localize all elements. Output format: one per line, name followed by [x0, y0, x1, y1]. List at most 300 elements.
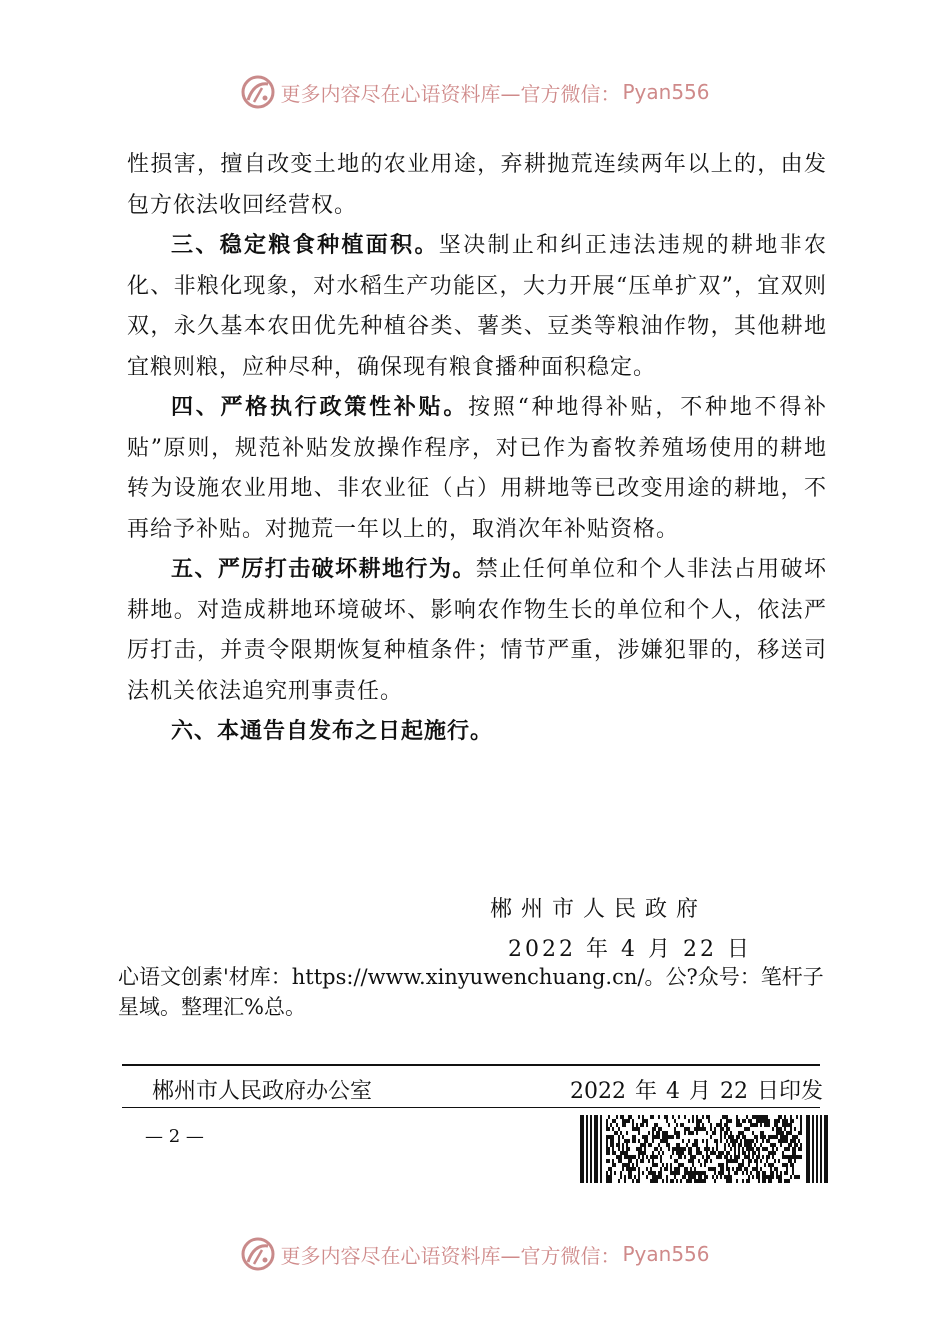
- barcode-module: [638, 1151, 640, 1155]
- barcode-module: [650, 1155, 652, 1159]
- barcode-module: [640, 1123, 642, 1127]
- barcode-module: [606, 1151, 608, 1155]
- barcode-module: [790, 1115, 792, 1119]
- barcode-module: [746, 1147, 748, 1151]
- barcode-module: [744, 1135, 746, 1139]
- barcode-module: [632, 1179, 634, 1183]
- barcode-module: [768, 1119, 770, 1123]
- barcode-module: [798, 1147, 800, 1151]
- barcode-module: [800, 1155, 802, 1159]
- barcode-module: [772, 1135, 774, 1139]
- barcode-module: [672, 1115, 674, 1119]
- barcode-module: [784, 1155, 786, 1159]
- barcode-module: [648, 1143, 650, 1147]
- barcode-module: [626, 1131, 628, 1135]
- barcode-module: [616, 1131, 618, 1135]
- barcode-module: [724, 1123, 726, 1127]
- watermark-wechat-id: Pyan556: [622, 80, 710, 104]
- barcode-module: [708, 1167, 710, 1171]
- barcode-module: [762, 1147, 764, 1151]
- barcode-module: [788, 1123, 790, 1127]
- barcode-module: [794, 1151, 796, 1155]
- barcode-module: [792, 1167, 794, 1171]
- barcode-module: [670, 1163, 672, 1167]
- barcode-module: [610, 1135, 612, 1139]
- barcode-module: [776, 1123, 778, 1127]
- barcode-module: [704, 1179, 706, 1183]
- barcode-module: [740, 1131, 742, 1135]
- barcode-module: [794, 1143, 796, 1147]
- barcode-module: [646, 1155, 648, 1159]
- barcode-module: [646, 1123, 648, 1127]
- barcode-module: [612, 1163, 614, 1167]
- barcode-module: [646, 1119, 648, 1123]
- barcode-module: [672, 1147, 674, 1151]
- barcode-module: [776, 1127, 778, 1131]
- barcode-module: [650, 1143, 652, 1147]
- source-note: 心语文创素'材库：https://www.xinyuwenchuang.cn/。公?众号：笔杆子星域。整理汇%总。: [118, 965, 824, 1019]
- barcode-module: [752, 1115, 754, 1119]
- barcode-module: [634, 1127, 636, 1131]
- barcode-module: [788, 1155, 790, 1159]
- barcode-module: [722, 1163, 724, 1167]
- barcode-module: [670, 1135, 672, 1139]
- barcode-module: [654, 1123, 656, 1127]
- barcode-module: [688, 1147, 690, 1151]
- barcode-module: [732, 1139, 734, 1143]
- barcode-module: [738, 1119, 740, 1123]
- barcode-module: [688, 1179, 690, 1183]
- barcode-module: [628, 1147, 630, 1151]
- barcode-module: [618, 1155, 620, 1159]
- barcode-module: [728, 1119, 730, 1123]
- barcode-module: [658, 1171, 660, 1175]
- barcode-module: [744, 1143, 746, 1147]
- barcode-module: [662, 1179, 664, 1183]
- barcode-module: [774, 1119, 776, 1123]
- barcode-module: [766, 1115, 768, 1119]
- barcode-module: [612, 1159, 614, 1163]
- barcode-module: [610, 1123, 612, 1127]
- barcode-module: [748, 1159, 750, 1163]
- barcode-module: [648, 1131, 650, 1135]
- barcode-module: [606, 1127, 608, 1131]
- barcode-module: [686, 1171, 688, 1175]
- barcode-module: [646, 1135, 648, 1139]
- barcode-module: [678, 1147, 680, 1151]
- barcode-module: [750, 1119, 752, 1123]
- barcode-module: [780, 1131, 782, 1135]
- barcode-module: [794, 1147, 796, 1151]
- barcode-module: [726, 1119, 728, 1123]
- barcode-module: [770, 1179, 772, 1183]
- barcode-module: [718, 1123, 720, 1127]
- barcode-module: [790, 1175, 792, 1179]
- barcode-module: [662, 1163, 664, 1167]
- barcode-module: [652, 1151, 654, 1155]
- barcode-module: [692, 1131, 694, 1135]
- barcode-module: [676, 1171, 678, 1175]
- barcode-module: [764, 1163, 766, 1167]
- watermark-text: 更多内容尽在心语资料库—官方微信：: [280, 1243, 621, 1268]
- barcode-module: [724, 1131, 726, 1135]
- barcode-module: [694, 1143, 696, 1147]
- barcode-module: [628, 1119, 630, 1123]
- barcode-module: [696, 1123, 698, 1127]
- barcode-module: [738, 1155, 740, 1159]
- barcode-module: [778, 1139, 780, 1143]
- barcode-module: [730, 1179, 732, 1183]
- barcode-module: [790, 1139, 792, 1143]
- barcode-module: [670, 1171, 672, 1175]
- barcode-module: [774, 1135, 776, 1139]
- barcode-module: [730, 1147, 732, 1151]
- barcode-module: [642, 1135, 644, 1139]
- barcode-module: [630, 1159, 632, 1163]
- barcode-module: [666, 1163, 668, 1167]
- barcode-module: [738, 1135, 740, 1139]
- barcode-module: [632, 1163, 634, 1167]
- barcode-module: [708, 1119, 710, 1123]
- barcode-module: [696, 1179, 698, 1183]
- barcode-module: [756, 1115, 758, 1119]
- section-3-heading: 三、稳定粮食种植面积。: [171, 233, 439, 258]
- barcode-module: [676, 1123, 678, 1127]
- barcode-module: [726, 1127, 728, 1131]
- barcode-module: [772, 1163, 774, 1167]
- barcode-module: [700, 1179, 702, 1183]
- barcode-module: [766, 1155, 768, 1159]
- barcode-module: [738, 1147, 740, 1151]
- barcode-module: [756, 1167, 758, 1171]
- barcode-module: [780, 1127, 782, 1131]
- barcode-module: [712, 1151, 714, 1155]
- barcode-module: [752, 1131, 754, 1135]
- barcode-module: [732, 1135, 734, 1139]
- barcode-module: [702, 1155, 704, 1159]
- barcode-module: [706, 1147, 708, 1151]
- barcode-module: [784, 1171, 786, 1175]
- barcode-module: [614, 1171, 616, 1175]
- barcode-module: [736, 1135, 738, 1139]
- barcode-module: [668, 1147, 670, 1151]
- barcode-module: [800, 1123, 802, 1127]
- barcode-module: [786, 1123, 788, 1127]
- barcode-module: [640, 1147, 642, 1151]
- barcode-module: [624, 1163, 626, 1167]
- barcode-module: [740, 1167, 742, 1171]
- barcode-module: [742, 1147, 744, 1151]
- barcode-module: [608, 1151, 610, 1155]
- barcode-module: [740, 1123, 742, 1127]
- barcode-module: [760, 1131, 762, 1135]
- barcode-module: [714, 1139, 716, 1143]
- barcode-module: [660, 1167, 662, 1171]
- barcode-module: [642, 1115, 644, 1119]
- barcode-module: [678, 1151, 680, 1155]
- barcode-module: [794, 1135, 796, 1139]
- barcode-module: [742, 1171, 744, 1175]
- barcode-module: [642, 1155, 644, 1159]
- barcode-module: [700, 1151, 702, 1155]
- barcode-module: [778, 1179, 780, 1183]
- barcode-module: [620, 1151, 622, 1155]
- barcode-module: [720, 1139, 722, 1143]
- barcode-module: [724, 1143, 726, 1147]
- barcode-module: [664, 1131, 666, 1135]
- barcode-module: [612, 1119, 614, 1123]
- barcode-module: [626, 1143, 628, 1147]
- barcode-module: [668, 1135, 670, 1139]
- barcode-module: [658, 1115, 660, 1119]
- barcode-module: [792, 1147, 794, 1151]
- barcode-module: [770, 1175, 772, 1179]
- barcode-module: [688, 1119, 690, 1123]
- barcode-module: [680, 1123, 682, 1127]
- barcode-module: [624, 1119, 626, 1123]
- barcode-module: [628, 1167, 630, 1171]
- barcode-module: [722, 1171, 724, 1175]
- barcode-module: [772, 1151, 774, 1155]
- barcode-module: [746, 1127, 748, 1131]
- barcode-module: [720, 1155, 722, 1159]
- barcode-module: [642, 1151, 644, 1155]
- barcode-module: [754, 1115, 756, 1119]
- barcode-module: [628, 1139, 630, 1143]
- barcode-module: [666, 1115, 668, 1119]
- barcode-module: [674, 1171, 676, 1175]
- barcode-module: [686, 1143, 688, 1147]
- barcode-module: [696, 1127, 698, 1131]
- barcode-module: [656, 1175, 658, 1179]
- barcode-module: [728, 1151, 730, 1155]
- barcode-module: [610, 1143, 612, 1147]
- barcode-module: [778, 1131, 780, 1135]
- barcode-module: [638, 1115, 640, 1119]
- barcode-module: [750, 1123, 752, 1127]
- barcode-module: [644, 1119, 646, 1123]
- barcode-module: [756, 1155, 758, 1159]
- barcode-module: [712, 1147, 714, 1151]
- barcode-module: [694, 1179, 696, 1183]
- barcode-module: [666, 1175, 668, 1179]
- barcode-module: [684, 1131, 686, 1135]
- barcode-module: [722, 1151, 724, 1155]
- barcode-module: [742, 1119, 744, 1123]
- barcode-module: [726, 1131, 728, 1135]
- section-5: [127, 550, 827, 712]
- barcode-module: [714, 1127, 716, 1131]
- barcode-module: [618, 1179, 620, 1183]
- barcode-module: [612, 1127, 614, 1131]
- barcode-module: [704, 1163, 706, 1167]
- barcode-module: [748, 1143, 750, 1147]
- barcode-module: [798, 1139, 800, 1143]
- barcode-module: [720, 1119, 722, 1123]
- barcode-module: [752, 1147, 754, 1151]
- barcode-module: [628, 1115, 630, 1119]
- barcode-module: [772, 1155, 774, 1159]
- barcode-module: [622, 1163, 624, 1167]
- barcode-module: [622, 1119, 624, 1123]
- barcode-module: [744, 1167, 746, 1171]
- barcode-module: [772, 1127, 774, 1131]
- barcode-module: [758, 1147, 760, 1151]
- barcode-module: [670, 1155, 672, 1159]
- barcode-module: [670, 1179, 672, 1183]
- barcode-module: [684, 1127, 686, 1131]
- barcode-module: [768, 1179, 770, 1183]
- barcode-module: [658, 1135, 660, 1139]
- barcode-module: [646, 1175, 648, 1179]
- barcode-module: [702, 1171, 704, 1175]
- barcode-module: [618, 1127, 620, 1131]
- barcode-module: [712, 1131, 714, 1135]
- barcode-module: [714, 1171, 716, 1175]
- barcode-module: [788, 1131, 790, 1135]
- barcode-module: [662, 1131, 664, 1135]
- barcode-module: [716, 1147, 718, 1151]
- barcode-module: [666, 1131, 668, 1135]
- barcode-module: [630, 1167, 632, 1171]
- barcode-module: [762, 1155, 764, 1159]
- barcode-module: [736, 1115, 738, 1119]
- barcode-module: [720, 1163, 722, 1167]
- barcode-module: [778, 1175, 780, 1179]
- barcode-module: [618, 1147, 620, 1151]
- barcode-module: [706, 1139, 708, 1143]
- barcode-module: [674, 1119, 676, 1123]
- barcode-module: [760, 1167, 762, 1171]
- barcode-module: [692, 1175, 694, 1179]
- barcode-module: [698, 1127, 700, 1131]
- barcode-module: [756, 1139, 758, 1143]
- barcode-module: [746, 1179, 748, 1183]
- barcode-module: [614, 1119, 616, 1123]
- barcode-module: [674, 1175, 676, 1179]
- section-3: [127, 226, 827, 388]
- barcode-module: [790, 1123, 792, 1127]
- barcode-module: [732, 1167, 734, 1171]
- barcode-module: [660, 1147, 662, 1151]
- barcode-module: [660, 1155, 662, 1159]
- barcode-module: [706, 1175, 708, 1179]
- barcode-module: [720, 1175, 722, 1179]
- barcode-module: [700, 1127, 702, 1131]
- barcode-module: [780, 1171, 782, 1175]
- barcode-module: [646, 1167, 648, 1171]
- barcode-module: [656, 1147, 658, 1151]
- section-3-text: 坚决制止和纠正违法违规的耕地非农化、非粮化现象，对水稻生产功能区，大力开展“压单扩双”，宜双则双，永久基本农田优先种植谷类、薯类、豆类等粮油作物，其他耕地宜粮则粮，应种尽种，确保现有粮食播种面积稳定。: [127, 233, 827, 380]
- barcode-module: [676, 1151, 678, 1155]
- barcode-module: [728, 1135, 730, 1139]
- barcode-module: [606, 1175, 608, 1179]
- barcode-module: [746, 1155, 748, 1159]
- barcode-module: [772, 1147, 774, 1151]
- barcode-module: [694, 1171, 696, 1175]
- barcode-module: [706, 1159, 708, 1163]
- barcode-module: [742, 1163, 744, 1167]
- barcode-module: [660, 1159, 662, 1163]
- barcode-module: [656, 1179, 658, 1183]
- barcode-module: [748, 1179, 750, 1183]
- barcode-module: [758, 1179, 760, 1183]
- barcode-module: [702, 1139, 704, 1143]
- barcode-module: [788, 1159, 790, 1163]
- barcode-module: [654, 1135, 656, 1139]
- barcode-module: [792, 1171, 794, 1175]
- document-body: [127, 145, 827, 753]
- barcode-module: [800, 1143, 802, 1147]
- barcode-module: [762, 1131, 764, 1135]
- barcode-module: [766, 1123, 768, 1127]
- page-number: — 2 —: [145, 1126, 204, 1147]
- barcode-module: [778, 1119, 780, 1123]
- barcode-module: [678, 1167, 680, 1171]
- barcode-module: [760, 1119, 762, 1123]
- barcode-module: [708, 1155, 710, 1159]
- barcode-module: [790, 1159, 792, 1163]
- barcode-module: [750, 1147, 752, 1151]
- barcode-module: [682, 1175, 684, 1179]
- section-6: [127, 712, 827, 753]
- barcode-module: [720, 1123, 722, 1127]
- barcode-module: [684, 1167, 686, 1171]
- barcode-module: [672, 1151, 674, 1155]
- barcode-module: [790, 1127, 792, 1131]
- barcode-module: [648, 1171, 650, 1175]
- barcode-module: [764, 1175, 766, 1179]
- barcode-module: [606, 1143, 608, 1147]
- barcode-module: [628, 1175, 630, 1179]
- barcode-module: [636, 1147, 638, 1151]
- barcode-module: [756, 1135, 758, 1139]
- barcode-module: [664, 1139, 666, 1143]
- pdf417-barcode-icon: [580, 1115, 828, 1183]
- issue-date: 2022 年 4 月 22 日印发: [570, 1079, 823, 1104]
- barcode-module: [776, 1175, 778, 1179]
- barcode-module: [644, 1139, 646, 1143]
- barcode-module: [668, 1123, 670, 1127]
- barcode-module: [776, 1171, 778, 1175]
- barcode-module: [666, 1135, 668, 1139]
- barcode-module: [756, 1123, 758, 1127]
- barcode-module: [648, 1159, 650, 1163]
- barcode-module: [646, 1139, 648, 1143]
- barcode-module: [638, 1175, 640, 1179]
- barcode-module: [652, 1131, 654, 1135]
- barcode-module: [642, 1143, 644, 1147]
- barcode-module: [696, 1143, 698, 1147]
- barcode-module: [658, 1175, 660, 1179]
- barcode-module: [728, 1167, 730, 1171]
- barcode-module: [606, 1119, 608, 1123]
- barcode-module: [692, 1119, 694, 1123]
- barcode-module: [746, 1143, 748, 1147]
- barcode-module: [640, 1151, 642, 1155]
- barcode-module: [628, 1163, 630, 1167]
- barcode-module: [636, 1123, 638, 1127]
- barcode-module: [698, 1159, 700, 1163]
- barcode-module: [752, 1175, 754, 1179]
- barcode-module: [704, 1127, 706, 1131]
- barcode-module: [656, 1155, 658, 1159]
- barcode-module: [638, 1155, 640, 1159]
- barcode-module: [622, 1135, 624, 1139]
- barcode-module: [666, 1179, 668, 1183]
- barcode-module: [696, 1115, 698, 1119]
- barcode-module: [682, 1123, 684, 1127]
